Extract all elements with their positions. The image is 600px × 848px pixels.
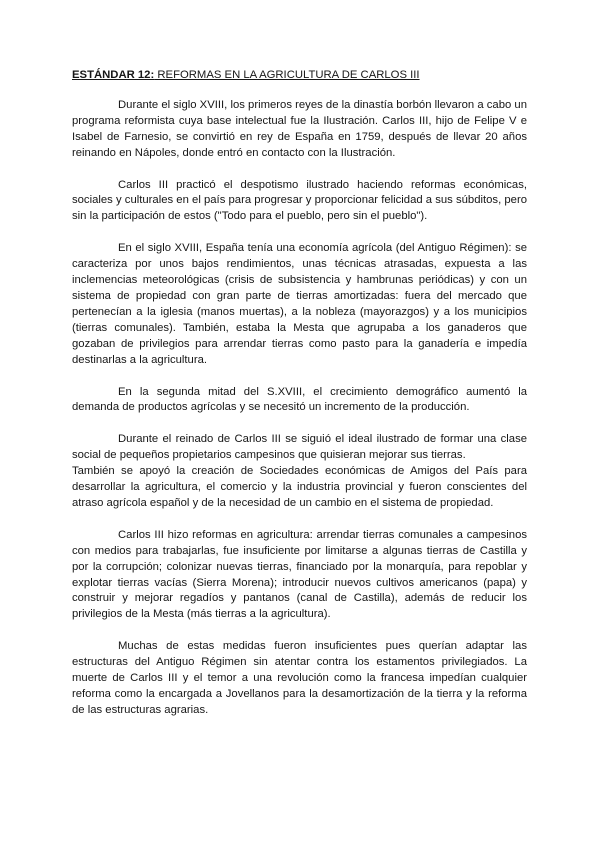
- document-page: [72, 68, 527, 735]
- paragraph-6: También se apoyó la creación de Sociedades económicas de Amigos del País para desarrollar la agricultura, el comercio y la industria provincial y fueron conscientes del atraso agrícola español y de la necesidad de un cambio en el sistema de propiedad.: [72, 465, 527, 509]
- paragraph-7: Carlos III hizo reformas en agricultura: arrendar tierras comunales a campesinos con medios para trabajarlas, fue insuficiente por limitarse a algunas tierras de Castilla y por la corrupción; colonizar nuevas tierras, financiado por la monarquía, para repoblar y explotar tierras vacías (Sierra Morena); introducir nuevos cultivos americanos (papa) y construir y mejorar regadíos y pantanos (canal de Castilla), además de reducir los privilegios de la Mesta (más tierras a la agricultura).: [72, 528, 527, 621]
- title-rest: REFORMAS EN LA AGRICULTURA DE CARLOS III: [154, 69, 420, 81]
- paragraph-1: Durante el siglo XVIII, los primeros reyes de la dinastía borbón llevaron a cabo un programa reformista cuya base intelectual fue la Ilustración. Carlos III, hijo de Felipe V e Isabel de Farnesio, se convirtió en rey de España en 1759, después de llevar 20 años reinando en Nápoles, donde entró en contacto con la Ilustración.: [72, 98, 527, 159]
- paragraph-3: En el siglo XVIII, España tenía una economía agrícola (del Antiguo Régimen): se caracteriza por unos bajos rendimientos, unas técnicas atrasadas, expuesta a las inclemencias meteorológicas (crisis de subsistencia y hambrunas periódicas) y con un sistema de propiedad con gran parte de tierras amortizadas: fuera del mercado que pertenecían a la iglesia (manos muertas), a la nobleza (mayorazgos) y a los municipios (tierras comunales). También, estaba la Mesta que agrupaba a los ganaderos que gozaban de privilegios para arrendar tierras como pasto para la ganadería e impedía destinarlas a la agricultura.: [72, 242, 527, 366]
- paragraph-5: Durante el reinado de Carlos III se siguió el ideal ilustrado de formar una clase social de pequeños propietarios campesinos que quisieran mejorar sus tierras.: [72, 433, 527, 462]
- paragraph-4: En la segunda mitad del S.XVIII, el crecimiento demográfico aumentó la demanda de productos agrícolas y se necesitó un incremento de la producción.: [72, 385, 527, 414]
- document-title: [72, 68, 527, 84]
- paragraph-8: Muchas de estas medidas fueron insuficientes pues querían adaptar las estructuras del Antiguo Régimen sin atentar contra los estamentos privilegiados. La muerte de Carlos III y el temor a una revolución como la francesa impedían cualquier reforma como la encargada a Jovellanos para la desamortización de la tierra y la reforma de las estructuras agrarias.: [72, 640, 527, 716]
- paragraph-2: Carlos III practicó el despotismo ilustrado haciendo reformas económicas, sociales y culturales en el país para progresar y proporcionar felicidad a sus súbditos, pero sin la participación de estos ("Todo para el pueblo, pero sin el pueblo").: [72, 178, 527, 223]
- title-lead: ESTÁNDAR 12:: [72, 69, 155, 81]
